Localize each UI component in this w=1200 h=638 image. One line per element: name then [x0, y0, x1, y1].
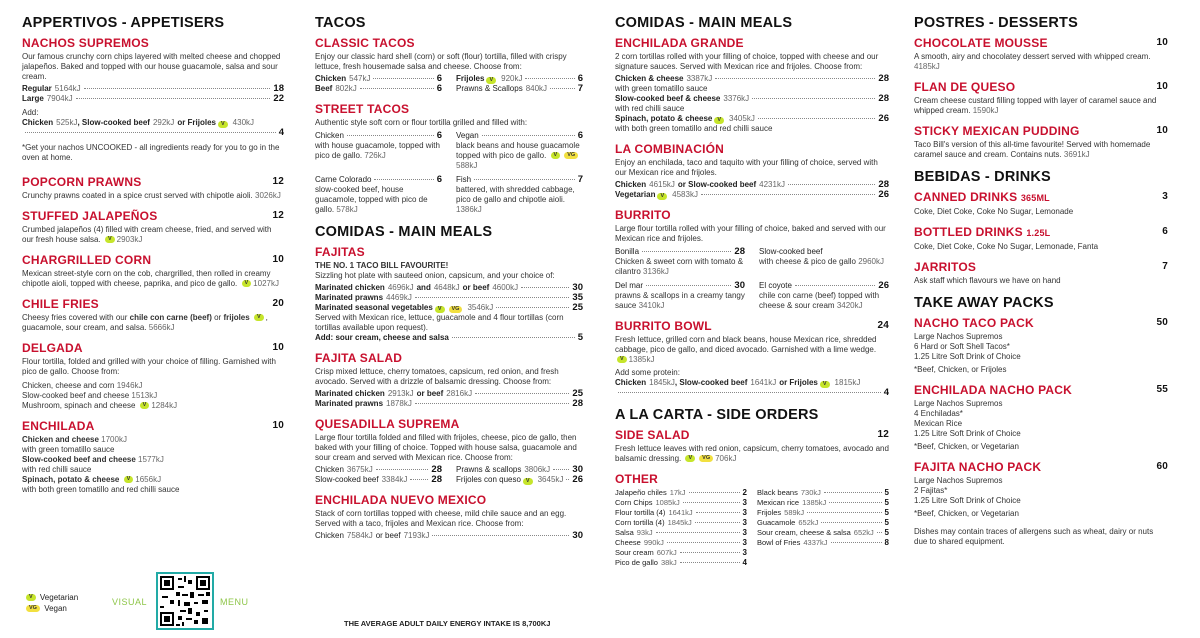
section-heading-drinks: BEBIDAS - DRINKS [914, 169, 1051, 185]
add-chicken-kj: 525kJ [56, 118, 78, 127]
pack-line: 6 Hard or Soft Shell Tacos* [914, 342, 1010, 351]
item-price: 12 [272, 210, 284, 221]
item-desc: Coke, Diet Coke, Coke No Sugar, Lemonade, Fanta [914, 242, 1099, 251]
item-desc: Sizzling hot plate with sauteed onion, capsicum, and your choice of: [315, 271, 555, 280]
menu-item-enchilada-grande[interactable] [615, 36, 889, 134]
item-kj: 2903kJ [116, 235, 143, 244]
item-title: CANNED DRINKS 365ML 3 [914, 190, 1168, 204]
menu-item-enchilada[interactable] [22, 419, 284, 495]
option-row[interactable]: Frijoles con queso V 3645kJ 26 [456, 474, 583, 485]
add-price-row [22, 128, 284, 138]
vegan-badge-icon: VG [26, 605, 40, 612]
vegetarian-badge-icon: V [820, 381, 830, 388]
item-price: 60 [1156, 461, 1168, 472]
menu-item-chargrilled-corn[interactable] [22, 253, 284, 289]
vegetarian-badge-icon: V [685, 455, 695, 462]
item-price: 12 [877, 429, 889, 440]
menu-item-side-salad[interactable] [615, 428, 889, 464]
item-desc: A smooth, airy and chocolatey dessert served with whipped cream. 4185kJ [914, 52, 1151, 71]
option-row[interactable]: Frijoles V 920kJ 6 [456, 73, 583, 84]
menu-item-classic-tacos[interactable] [315, 36, 583, 94]
item-kj: 5666kJ [148, 323, 175, 332]
menu-item-canned-drinks[interactable] [914, 190, 1168, 217]
item-price: 55 [1156, 384, 1168, 395]
item-desc: Served with Mexican rice, lettuce, guacamole and 4 flour tortillas (corn tortillas available upon request). [315, 313, 564, 332]
section-heading-desserts: POSTRES - DESSERTS [914, 15, 1078, 31]
item-title: STUFFED JALAPEÑOS 12 [22, 209, 284, 223]
add-beef: , Slow-cooked beef [77, 118, 150, 127]
vegetarian-badge-icon: V [26, 594, 36, 601]
column-appetisers [22, 14, 284, 503]
item-desc: Crunchy prawns coated in a spice crust served with chipotle aioli. 3026kJ [22, 191, 281, 200]
option-line: Slow-cooked beef and cheese 1513kJ [22, 391, 158, 400]
vegetarian-badge-icon: V [124, 476, 134, 483]
menu-item-enchilada-nacho-pack[interactable] [914, 383, 1168, 452]
item-price: 10 [1156, 81, 1168, 92]
item-kj: 3026kJ [255, 191, 281, 200]
menu-item-other [615, 472, 889, 568]
item-desc: Cream cheese custard filling topped with layer of caramel sauce and whipped cream. 1590kJ [914, 96, 1157, 115]
vegetarian-badge-icon: V [486, 77, 496, 84]
vegetarian-badge-icon: V [551, 152, 561, 159]
vegetarian-badge-icon: V [523, 478, 533, 485]
option-name: Regular [22, 84, 52, 93]
item-title: STICKY MEXICAN PUDDING 10 [914, 124, 1168, 138]
item-title: CHILE FRIES 20 [22, 297, 284, 311]
side-row[interactable]: Corn Chips 1085kJ 3 [615, 498, 747, 507]
burrito-option[interactable]: El coyote 26 chile con carne (beef) topped with cheese & sour cream 3420kJ [759, 280, 889, 310]
add-frijoles-kj: 430kJ [232, 118, 255, 127]
vegetarian-badge-icon: V [435, 306, 445, 313]
option-row[interactable]: Chicken 547kJ 6 [315, 73, 442, 84]
item-title: ENCHILADA NUEVO MEXICO [315, 493, 487, 507]
pack-line: Large Nachos Supremos [914, 476, 1003, 485]
add-label: Add some protein: [615, 368, 680, 377]
other-left-list [615, 488, 747, 568]
option-row[interactable]: Chicken 3675kJ 28 [315, 464, 442, 475]
pack-note: *Beef, Chicken, or Vegetarian [914, 442, 1019, 451]
section-heading-take-away: TAKE AWAY PACKS [914, 295, 1054, 311]
menu-item-la-combinacion[interactable] [615, 142, 889, 200]
option-line: Slow-cooked beef and cheese 1577kJ [22, 455, 164, 464]
vegetarian-badge-icon: V [140, 402, 150, 409]
item-title: ENCHILADA 10 [22, 419, 284, 433]
side-row[interactable]: Flour tortilla (4) 1641kJ 3 [615, 508, 747, 517]
option-line: Chicken, cheese and corn 1946kJ [22, 381, 143, 390]
item-title: FLAN DE QUESO 10 [914, 80, 1168, 94]
option-name: Large [22, 94, 44, 103]
street-option[interactable]: Vegan 6 black beans and house guacamole topped with pico de gallo. V VG588kJ [456, 130, 583, 170]
legend-vegetarian: Vegetarian [39, 593, 79, 602]
item-title: FAJITA NACHO PACK 60 [914, 460, 1168, 474]
menu-item-stuffed-jalapenos[interactable] [22, 209, 284, 245]
option-row[interactable]: Marinated chicken 2913kJ or beef 2816kJ 25 [315, 388, 583, 399]
item-desc: Fresh lettuce, grilled corn and black beans, house Mexican rice, shredded cabbage, pico de gallo, and diced avocado. Garnished with a lime wedge. V 1385kJ [615, 335, 877, 364]
side-row[interactable]: Pico de gallo 38kJ 4 [615, 558, 747, 567]
item-price: 50 [1156, 317, 1168, 328]
option-sub: with red chilli sauce [615, 104, 685, 113]
option-price: 18 [273, 83, 284, 94]
item-desc: Cheesy fries covered with our chile con carne (beef) or frijoles V , guacamole, sour cream, and salsa. 5666kJ [22, 313, 268, 332]
item-title: CHARGRILLED CORN 10 [22, 253, 284, 267]
item-desc: 2 corn tortillas rolled with your filling of choice, topped with cheese and our signature sauces. Served with Mexican rice and frijoles. Choose from: [615, 52, 879, 71]
street-option[interactable]: Chicken 6 with house guacamole, topped with pico de gallo. 726kJ [315, 130, 442, 160]
option-sub: with red chilli sauce [22, 465, 92, 474]
item-title: QUESADILLA SUPREMA [315, 417, 460, 431]
item-desc: Ask staff which flavours we have on hand [914, 276, 1061, 285]
item-kj: 1027kJ [253, 279, 279, 288]
menu-item-fajitas[interactable] [315, 245, 583, 343]
option-line: Chicken and cheese 1700kJ [22, 435, 127, 444]
side-row[interactable]: Salsa 93kJ 3 [615, 528, 747, 537]
pack-line: 1.25 Litre Soft Drink of Choice [914, 429, 1021, 438]
item-price: 10 [272, 254, 284, 265]
menu-item-nacho-taco-pack[interactable] [914, 316, 1168, 375]
section-heading-side-orders: A LA CARTA - SIDE ORDERS [615, 407, 819, 423]
menu-item-jarritos[interactable] [914, 260, 1168, 286]
option-price: 22 [273, 93, 284, 104]
menu-item-quesadilla[interactable] [315, 417, 583, 485]
vegan-badge-icon: VG [699, 455, 713, 462]
item-desc: Coke, Diet Coke, Coke No Sugar, Lemonade [914, 207, 1074, 216]
option-row[interactable] [22, 94, 284, 104]
item-price: 7 [1162, 261, 1168, 272]
menu-item-chocolate-mousse[interactable] [914, 36, 1168, 72]
add-row[interactable]: Add: sour cream, cheese and salsa 5 [315, 332, 583, 343]
menu-item-delgada[interactable] [22, 341, 284, 411]
item-desc: Authentic style soft corn or flour tortilla grilled and filled with: [315, 118, 528, 127]
vegetarian-badge-icon: V [242, 280, 252, 287]
vegan-badge-icon: VG [564, 152, 578, 159]
street-option[interactable]: Carne Colorado 6 slow-cooked beef, house guacamole, topped with pico de gallo. 578kJ [315, 174, 442, 214]
item-title: CHOCOLATE MOUSSE 10 [914, 36, 1168, 50]
menu-item-enchilada-nuevo-mexico[interactable] [315, 493, 583, 541]
item-desc: Our famous crunchy corn chips layered with melted cheese and chopped jalapeños. Baked and topped with our house guacamole, salsa and sour cream. [22, 52, 281, 81]
item-title: BOTTLED DRINKS 1.25L 6 [914, 225, 1168, 239]
side-row[interactable]: Guacamole 652kJ 5 [757, 518, 889, 527]
item-title: BURRITO [615, 208, 671, 222]
option-kj: 5164kJ [54, 84, 81, 93]
item-title: NACHO TACO PACK 50 [914, 316, 1168, 330]
qr-code-icon[interactable] [156, 572, 214, 630]
vegetarian-badge-icon: V [657, 193, 667, 200]
column-tacos-mains [315, 14, 583, 549]
menu-label: MENU [220, 597, 249, 607]
item-title: LA COMBINACIÓN [615, 142, 725, 156]
item-tagline: THE NO. 1 TACO BILL FAVOURITE! [315, 261, 449, 270]
pack-note: *Beef, Chicken, or Vegetarian [914, 509, 1019, 518]
pack-line: Large Nachos Supremos [914, 332, 1003, 341]
option-row[interactable]: Marinated chicken 4696kJ and 4648kJ or beef 4600kJ 30 [315, 282, 583, 293]
item-title: OTHER [615, 472, 658, 486]
option-row[interactable]: Chicken 4615kJ or Slow-cooked beef 4231kJ 28 [615, 179, 889, 190]
section-heading-main-meals: COMIDAS - MAIN MEALS [615, 15, 793, 31]
menu-item-nachos[interactable] [22, 36, 284, 163]
add-beef-kj: 292kJ [152, 118, 175, 127]
add-price-row: 4 [615, 388, 889, 398]
side-row[interactable]: Sour cream 607kJ 3 [615, 548, 747, 557]
side-row[interactable]: Black beans 730kJ 5 [757, 488, 889, 497]
menu-item-burrito-bowl[interactable] [615, 319, 889, 398]
side-row[interactable]: Corn tortilla (4) 1845kJ 3 [615, 518, 747, 527]
option-row[interactable]: Marinated prawns 1878kJ 28 [315, 398, 583, 409]
pack-line: Large Nachos Supremos [914, 399, 1003, 408]
item-title: FAJITAS [315, 245, 365, 259]
menu-item-sticky-pudding[interactable] [914, 124, 1168, 160]
item-desc: Taco Bill's version of this all-time favourite! Served with homemade caramel sauce and cream. Contains nuts. 3691kJ [914, 140, 1151, 159]
item-desc: Enjoy our classic hard shell (corn) or soft (flour) tortilla, filled with crispy lettuce, fresh housemade salsa and cheese. Choose from: [315, 52, 567, 71]
legend-vegan: Vegan [44, 604, 67, 613]
side-row[interactable]: Cheese 990kJ 3 [615, 538, 747, 547]
option-row[interactable]: Spinach, potato & cheese V 3405kJ 26 [615, 113, 889, 124]
item-price: 10 [1156, 125, 1168, 136]
item-desc: Crisp mixed lettuce, cherry tomatoes, capsicum, red onion, and fresh avocado. Served with a drizzle of balsamic dressing. Choose from: [315, 367, 559, 386]
item-title: SIDE SALAD 12 [615, 428, 889, 442]
burrito-option[interactable]: Del mar 30 prawns & scallops in a creamy tangy sauce 3410kJ [615, 280, 745, 310]
item-desc: Flour tortilla, folded and grilled with your choice of filling. Garnished with pico de gallo. Choose from: [22, 357, 276, 376]
burrito-option[interactable]: Bonilla 28 Chicken & sweet corn with tomato & cilantro 3136kJ [615, 246, 745, 276]
add-label: Add: [22, 108, 39, 117]
item-desc: Large flour tortilla rolled with your filling of choice, baked and served with our Mexican rice and frijoles. [615, 224, 886, 243]
option-sub: with both green tomatillo and red chilli sauce [615, 124, 773, 133]
pack-line: Mexican Rice [914, 419, 963, 428]
item-price: 12 [272, 176, 284, 187]
option-row[interactable]: Slow-cooked beef & cheese 3376kJ 28 [615, 93, 889, 104]
item-title: STREET TACOS [315, 102, 410, 116]
menu-item-burrito[interactable] [615, 208, 889, 311]
pack-line: 1.25 Litre Soft Drink of Choice [914, 352, 1021, 361]
pack-line: 4 Enchiladas* [914, 409, 963, 418]
option-kj: 7904kJ [46, 94, 73, 103]
diet-legend [24, 592, 78, 614]
column-desserts-drinks-packs [914, 14, 1168, 547]
option-row[interactable] [22, 84, 284, 94]
vegetarian-badge-icon: V [714, 117, 724, 124]
pack-note: *Beef, Chicken, or Frijoles [914, 365, 1007, 374]
item-title: DELGADA 10 [22, 341, 284, 355]
item-title: ENCHILADA NACHO PACK 55 [914, 383, 1168, 397]
menu-item-fajita-salad[interactable] [315, 351, 583, 409]
item-desc: Mexican street-style corn on the cob, chargrilled, then rolled in creamy chipotle aioli, topped with cheese, paprika, and pico de gallo. V 1027kJ [22, 269, 279, 288]
uncooked-note: *Get your nachos UNCOOKED - all ingredients ready for you to go in the oven at home. [22, 143, 280, 162]
item-title: FAJITA SALAD [315, 351, 403, 365]
item-price: 3 [1162, 191, 1168, 202]
item-desc: Crumbed jalapeños (4) filled with cream cheese, fried, and served with our fresh house salsa. V 2903kJ [22, 225, 272, 244]
side-row[interactable]: Sour cream, cheese & salsa 652kJ 5 [757, 528, 889, 537]
energy-intake-footer: THE AVERAGE ADULT DAILY ENERGY INTAKE IS 8,700KJ [344, 619, 551, 628]
option-row[interactable]: Beef 802kJ 6 [315, 83, 442, 94]
item-desc: Stack of corn tortillas topped with cheese, mild chile sauce and an egg. Served with a taco, frijoles and Mexican rice. Choose from: [315, 509, 567, 528]
item-desc: Enjoy an enchilada, taco and taquito with your filling of choice, served with our Mexican rice and frijoles. [615, 158, 878, 177]
item-price: 6 [1162, 226, 1168, 237]
menu-item-popcorn-prawns[interactable] [22, 175, 284, 201]
vegetarian-badge-icon: V [617, 356, 627, 363]
add-chicken: Chicken [22, 118, 54, 127]
option-row[interactable]: Prawns & scallops 3806kJ 30 [456, 464, 583, 475]
burrito-option[interactable]: Slow-cooked beef with cheese & pico de gallo 2960kJ [759, 247, 884, 266]
vegetarian-badge-icon: V [218, 121, 228, 128]
menu-item-chile-fries[interactable] [22, 297, 284, 333]
other-right-list [757, 488, 889, 568]
add-row[interactable] [22, 118, 284, 128]
item-price: 24 [877, 320, 889, 331]
item-title: CLASSIC TACOS [315, 36, 415, 50]
column-main-meals-sides [615, 14, 889, 576]
menu-item-street-tacos[interactable] [315, 102, 583, 215]
vegan-badge-icon: VG [449, 306, 463, 313]
section-heading-tacos: TACOS [315, 15, 366, 31]
item-title: NACHOS SUPREMOS [22, 36, 150, 50]
option-sub: with both green tomatillo and red chilli sauce [22, 485, 180, 494]
option-line: Mushroom, spinach and cheese V 1284kJ [22, 401, 178, 410]
option-row[interactable]: Chicken 7584kJ or beef 7193kJ 30 [315, 530, 583, 541]
option-row[interactable]: Slow-cooked beef 3384kJ 28 [315, 474, 442, 485]
add-row[interactable]: Chicken 1845kJ , Slow-cooked beef 1641kJ or Frijoles V 1815kJ [615, 378, 861, 387]
item-desc: Fresh lettuce leaves with red onion, capsicum, cherry tomatoes, avocado and balsamic dressing. V VG 706kJ [615, 444, 889, 463]
item-price: 10 [1156, 37, 1168, 48]
section-heading-appetisers: APPERTIVOS - APPETISERS [22, 15, 225, 31]
option-row[interactable]: Marinated seasonal vegetables V VG 3546kJ 25 [315, 302, 583, 313]
option-line: Spinach, potato & cheese V 1656kJ [22, 475, 162, 484]
section-heading-main-meals: COMIDAS - MAIN MEALS [315, 224, 493, 240]
item-title: JARRITOS 7 [914, 260, 1168, 274]
option-sub: with green tomatillo sauce [615, 84, 708, 93]
menu-item-bottled-drinks[interactable] [914, 225, 1168, 252]
item-price: 10 [272, 420, 284, 431]
item-title: POPCORN PRAWNS 12 [22, 175, 284, 189]
menu-item-flan-de-queso[interactable] [914, 80, 1168, 116]
vegetarian-badge-icon: V [105, 236, 115, 243]
add-price: 4 [278, 127, 284, 138]
vegetarian-badge-icon: V [254, 314, 264, 321]
side-row[interactable]: Frijoles 589kJ 5 [757, 508, 889, 517]
side-row[interactable]: Jalapeño chiles 17kJ 2 [615, 488, 747, 497]
pack-line: 2 Fajitas* [914, 486, 948, 495]
item-price: 20 [272, 298, 284, 309]
option-row[interactable]: Vegetarian V 4583kJ 26 [615, 189, 889, 200]
allergen-note: Dishes may contain traces of allergens such as wheat, dairy or nuts due to shared equipment. [914, 527, 1154, 546]
side-row[interactable]: Bowl of Fries 4337kJ 8 [757, 538, 889, 547]
visual-label: VISUAL [112, 597, 148, 607]
street-option[interactable]: Fish 7 battered, with shredded cabbage, pico de gallo and chipotle aioli. 1386kJ [456, 174, 583, 214]
side-row[interactable]: Mexican rice 1385kJ 5 [757, 498, 889, 507]
option-row[interactable]: Chicken & cheese 3387kJ 28 [615, 73, 889, 84]
item-title: BURRITO BOWL 24 [615, 319, 889, 333]
menu-item-fajita-nacho-pack[interactable] [914, 460, 1168, 519]
option-row[interactable]: Prawns & Scallops 840kJ 7 [456, 83, 583, 94]
option-sub: with green tomatillo sauce [22, 445, 115, 454]
pack-line: 1.25 Litre Soft Drink of Choice [914, 496, 1021, 505]
option-row[interactable]: Marinated prawns 4469kJ 35 [315, 292, 583, 303]
add-frijoles: or Frijoles [177, 118, 216, 127]
item-title: ENCHILADA GRANDE [615, 36, 744, 50]
item-price: 10 [272, 342, 284, 353]
item-desc: Large flour tortilla folded and filled with frijoles, cheese, pico de gallo, then baked with your filling of choice. Topped with house salsa, guacamole and sour cream and served with Mexican rice. Choose from: [315, 433, 577, 462]
